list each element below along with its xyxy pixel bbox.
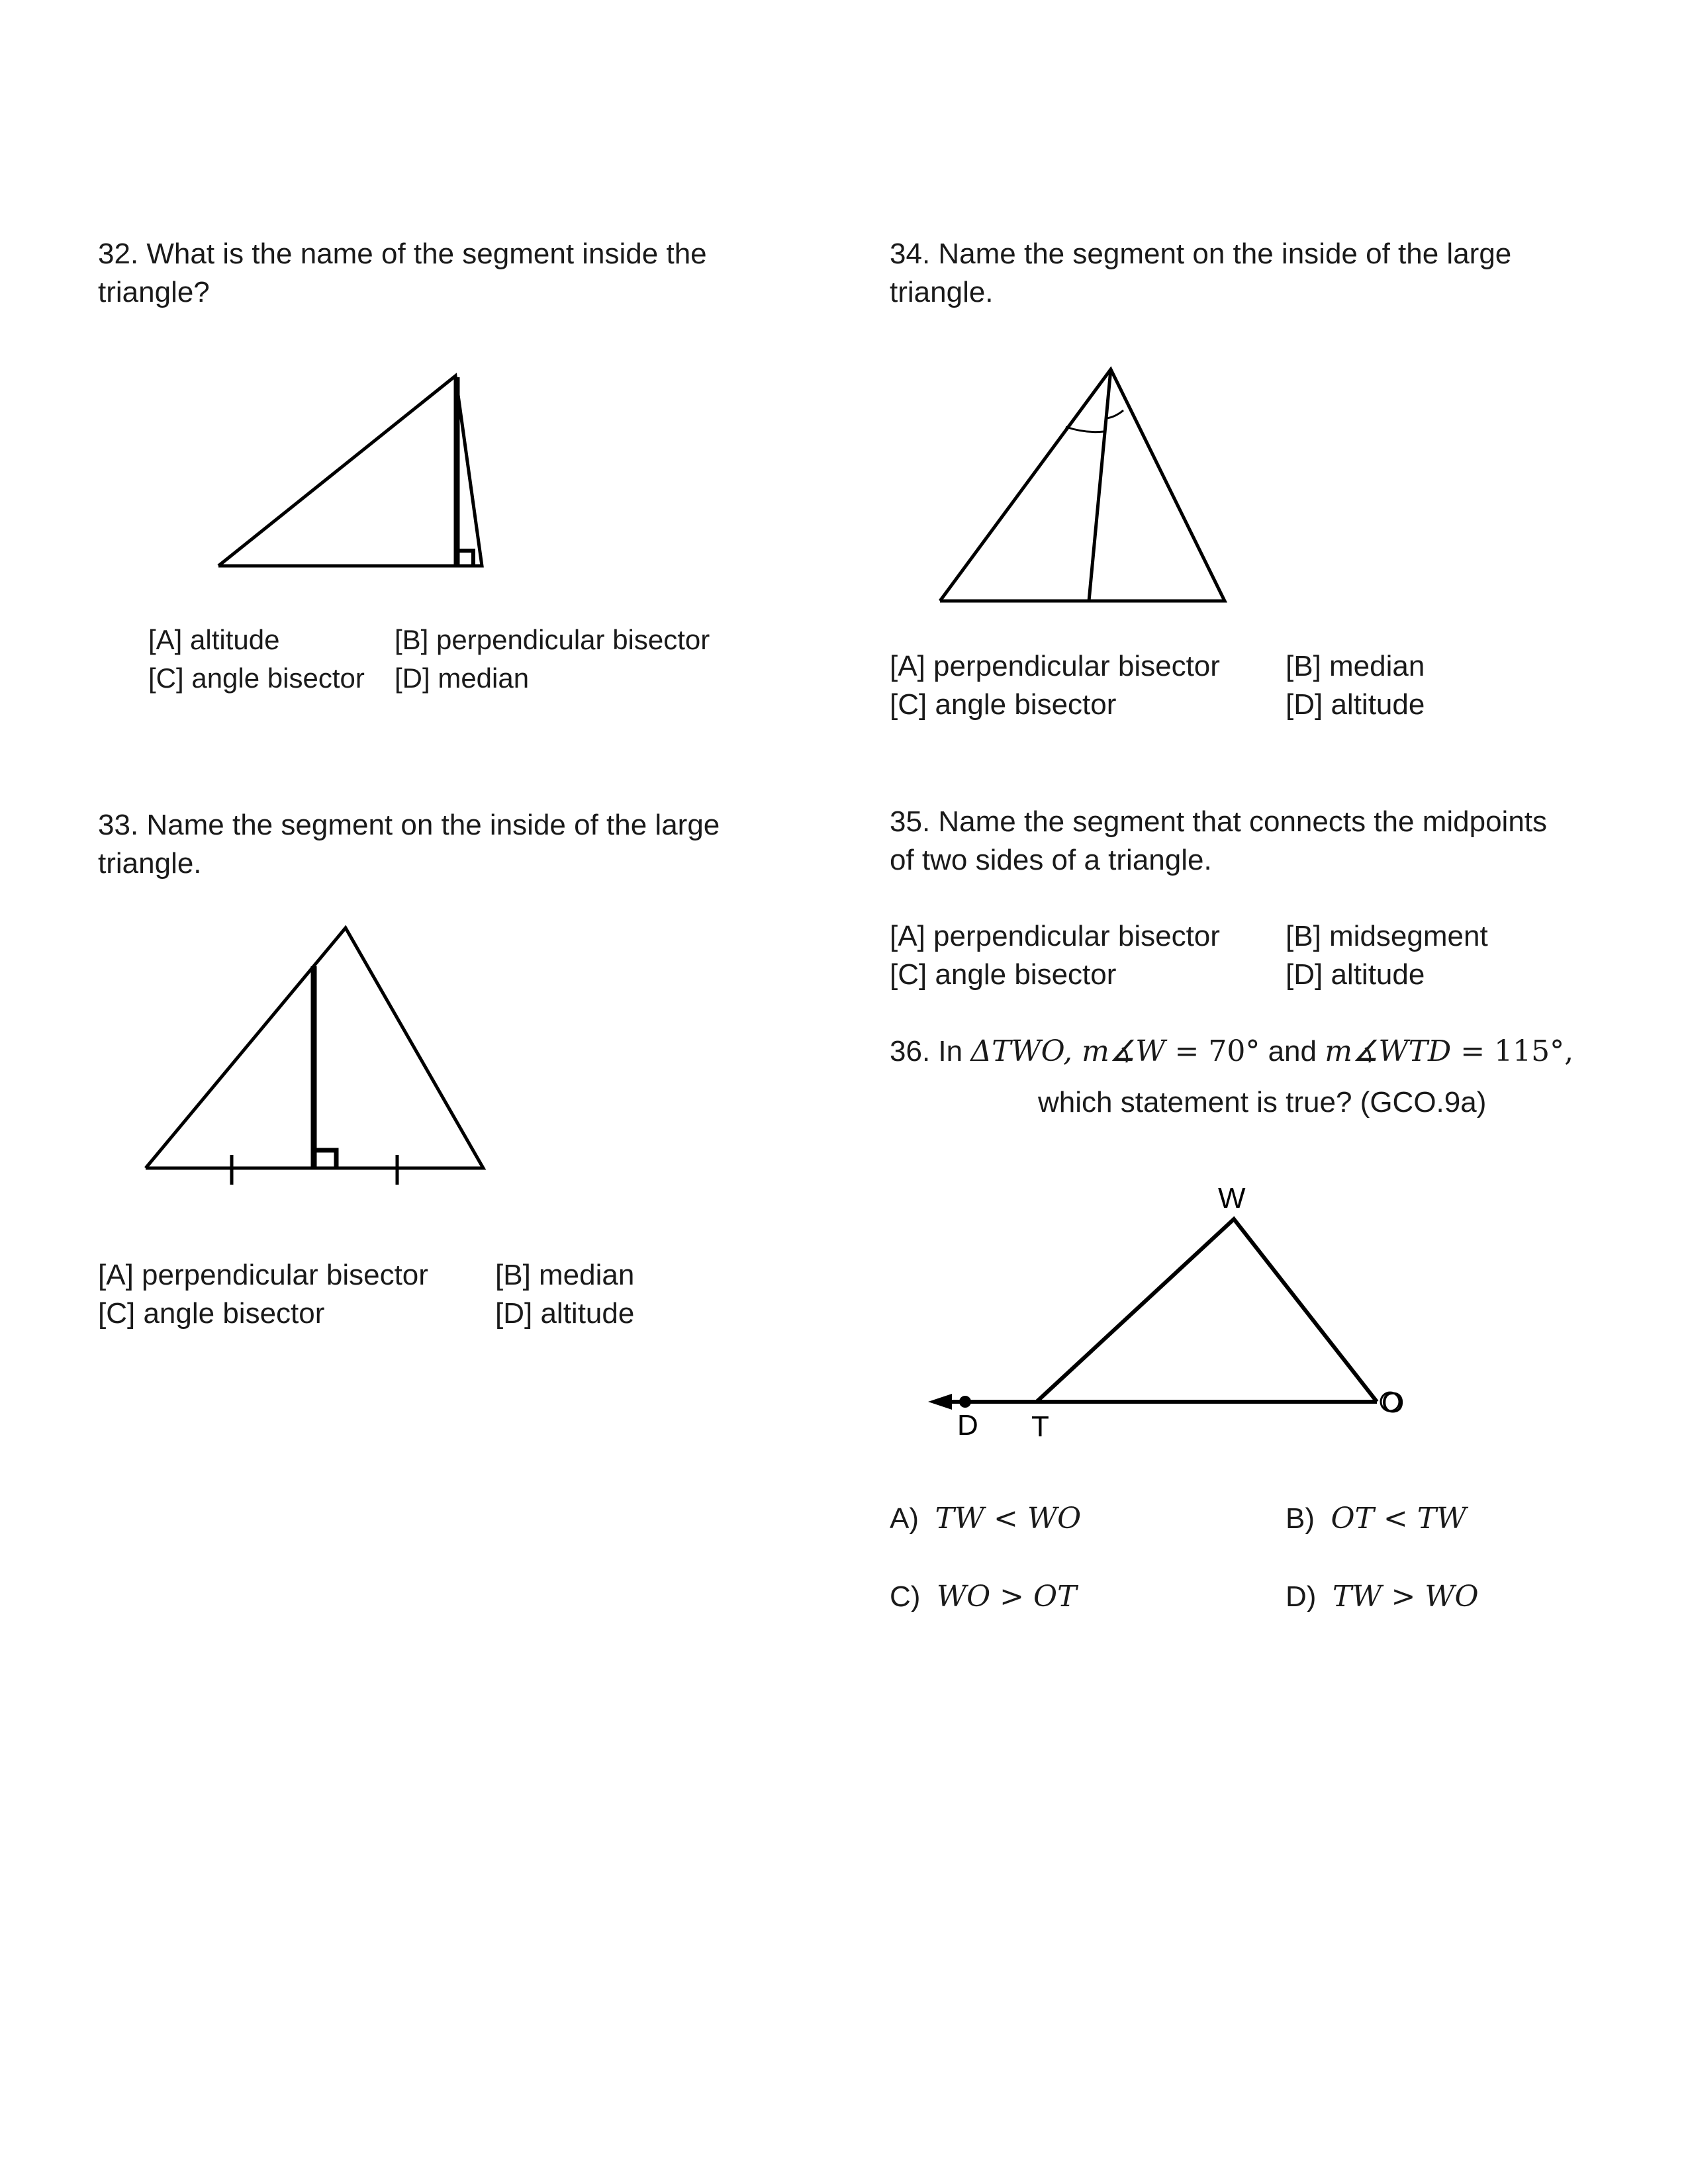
- q36-question-line2: which statement is true? (GCO.9a): [1038, 1086, 1487, 1118]
- q36-angle1-value: = 70°: [1165, 1034, 1260, 1068]
- question-32-text: 32. What is the name of the segment inside the triangle?: [98, 238, 707, 308]
- q36-triangle: [1037, 1219, 1377, 1402]
- q36-option-b-expr: OT < TW: [1331, 1502, 1467, 1535]
- q36-option-b[interactable]: [1286, 1500, 1466, 1538]
- question-35-text: 35. Name the segment that connects the midpoints of two sides of a triangle.: [890, 805, 1548, 876]
- q33-option-d[interactable]: [D] altitude: [495, 1297, 635, 1330]
- q35-option-c[interactable]: [C] angle bisector: [890, 958, 1117, 991]
- q35-option-a[interactable]: [A] perpendicular bisector: [890, 920, 1220, 952]
- q36-label-d: D: [957, 1409, 978, 1441]
- q36-option-c-expr: WO > OT: [936, 1580, 1077, 1614]
- q34-option-d[interactable]: [D] altitude: [1286, 688, 1425, 721]
- q34-option-c[interactable]: [C] angle bisector: [890, 688, 1117, 721]
- q33-option-c[interactable]: [C] angle bisector: [98, 1297, 325, 1330]
- q36-option-d-label: D): [1286, 1580, 1317, 1613]
- q34-option-b[interactable]: [B] median: [1286, 650, 1425, 682]
- q32-option-a[interactable]: [A] altitude: [148, 624, 280, 655]
- q36-option-a-expr: TW < WO: [935, 1502, 1082, 1535]
- q33-option-b[interactable]: [B] median: [495, 1259, 635, 1291]
- q36-triangle-expr: ΔTWO, m∡W: [970, 1034, 1166, 1068]
- q36-arrowhead-icon: [928, 1394, 952, 1410]
- q34-option-a[interactable]: [A] perpendicular bisector: [890, 650, 1220, 682]
- q36-option-c[interactable]: [890, 1578, 1076, 1616]
- q36-option-d-expr: TW > WO: [1332, 1580, 1479, 1614]
- q36-label-t: T: [1031, 1410, 1049, 1443]
- question-34-text: 34. Name the segment on the inside of the large triangle.: [890, 238, 1512, 308]
- q36-and: and: [1260, 1035, 1325, 1068]
- q36-label-o: O: [1382, 1387, 1405, 1419]
- q36-label-w: W: [1218, 1182, 1246, 1214]
- q36-point-d: [959, 1396, 971, 1408]
- q36-prefix: 36. In: [890, 1035, 971, 1068]
- q36-angle2-expr: m∡WTD: [1325, 1034, 1452, 1068]
- q35-option-d[interactable]: [D] altitude: [1286, 958, 1425, 991]
- q36-option-a-label: A): [890, 1502, 919, 1535]
- question-33-text: 33. Name the segment on the inside of the large triangle.: [98, 809, 720, 880]
- q36-option-b-label: B): [1286, 1502, 1315, 1535]
- q36-option-c-label: C): [890, 1580, 921, 1613]
- q33-option-a[interactable]: [A] perpendicular bisector: [98, 1259, 428, 1291]
- q32-option-c[interactable]: [C] angle bisector: [148, 662, 365, 694]
- q35-option-b[interactable]: [B] midsegment: [1286, 920, 1488, 952]
- q32-option-b[interactable]: [B] perpendicular bisector: [395, 624, 710, 655]
- q32-option-d[interactable]: [D] median: [395, 662, 530, 694]
- q36-option-a[interactable]: [890, 1500, 1081, 1538]
- q36-angle2-value: = 115°,: [1451, 1034, 1574, 1068]
- q36-option-d[interactable]: [1286, 1578, 1479, 1616]
